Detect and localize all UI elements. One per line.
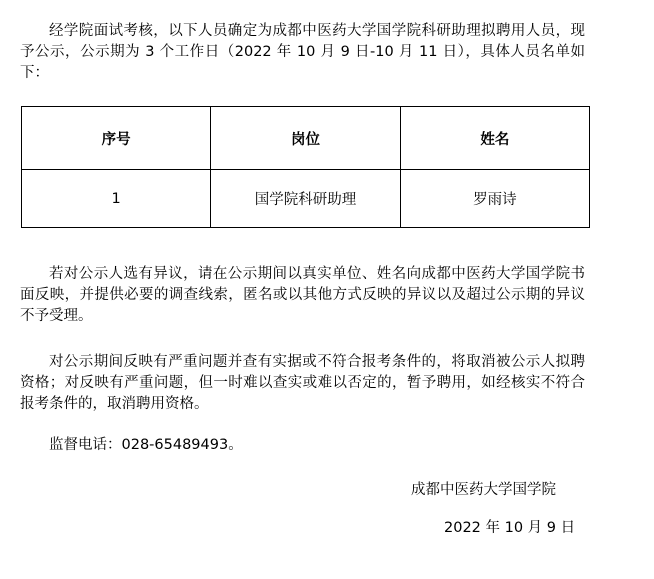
cell-name: 罗雨诗 — [400, 170, 589, 228]
candidate-table-container — [21, 106, 590, 228]
signature-date: 2022 年 10 月 9 日 — [444, 520, 576, 536]
cell-serial-number: 1 — [22, 170, 211, 228]
supervision-hotline: 监督电话：028-65489493。 — [49, 437, 243, 453]
header-name: 姓名 — [400, 107, 589, 170]
table-row — [22, 170, 590, 228]
signature-organization: 成都中医药大学国学院 — [411, 482, 556, 498]
table-header-row — [22, 107, 590, 170]
handling-paragraph: 对公示期间反映有严重问题并查有实据或不符合报考条件的，将取消被公示人拟聘资格；对反映有严重问题，但一时难以查实或难以否定的，暂予聘用，如经核实不符合报考条件的，取消聘用资格。 — [20, 354, 585, 412]
intro-paragraph: 经学院面试考核，以下人员确定为成都中医药大学国学院科研助理拟聘用人员，现予公示，公示期为 3 个工作日（2022 年 10 月 9 日-10 月 11 日），具体人员名单如下： — [20, 23, 585, 81]
header-position: 岗位 — [211, 107, 400, 170]
header-serial-number: 序号 — [22, 107, 211, 170]
cell-position: 国学院科研助理 — [211, 170, 400, 228]
candidate-table — [21, 106, 590, 228]
objection-paragraph: 若对公示人选有异议，请在公示期间以真实单位、姓名向成都中医药大学国学院书面反映，并提供必要的调查线索，匿名或以其他方式反映的异议以及超过公示期的异议不予受理。 — [20, 266, 585, 324]
